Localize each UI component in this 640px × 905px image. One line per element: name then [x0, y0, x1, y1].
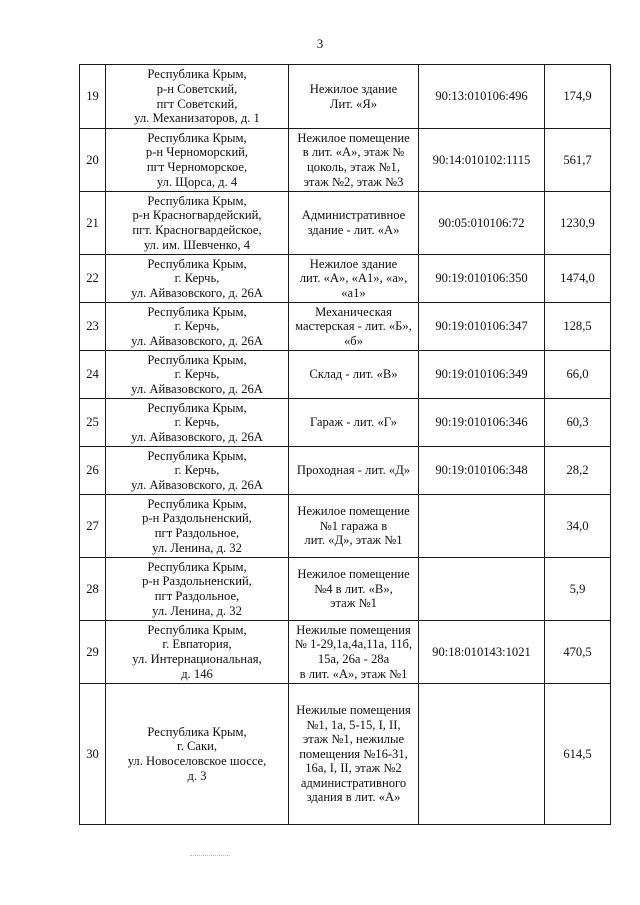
area-cell: 1474,0 — [545, 255, 611, 303]
object-description-line: №1 гаража в — [319, 518, 388, 533]
address-line: д. 3 — [187, 768, 207, 783]
page-number: 3 — [316, 36, 324, 51]
object-description-line: этаж №2, этаж №3 — [303, 174, 404, 189]
object-description-line: Гараж - лит. «Г» — [309, 415, 398, 430]
address-line: г. Евпатория, — [162, 637, 232, 652]
table-row — [80, 495, 611, 558]
object-description-line: Лит. «Я» — [329, 96, 378, 111]
cadastral-number-cell: 90:19:010106:346 — [419, 399, 545, 447]
object-description-cell — [289, 684, 419, 825]
object-description-line: лит. «А», «А1», «а», — [299, 271, 408, 286]
row-number: 28 — [80, 558, 106, 621]
object-description-line: в лит. «А», этаж №1 — [299, 666, 408, 681]
table-row — [80, 558, 611, 621]
address-cell — [106, 65, 289, 129]
area-cell: 1230,9 — [545, 192, 611, 255]
address-cell — [106, 129, 289, 192]
object-description-line: Нежилое здание — [309, 81, 398, 96]
address-line: р-н Раздольненский, — [142, 511, 252, 526]
object-description-cell — [289, 447, 419, 495]
address-line: ул. Новоселовское шоссе, — [127, 754, 267, 768]
address-line: пгт. Красногвардейское, — [132, 223, 262, 237]
address-line: Республика Крым, — [147, 256, 247, 271]
address-line: г. Керчь, — [174, 319, 220, 334]
object-description-line: «б» — [343, 333, 363, 348]
row-number: 24 — [80, 351, 106, 399]
object-description-cell — [289, 303, 419, 351]
area-cell: 66,0 — [545, 351, 611, 399]
table-row — [80, 129, 611, 192]
object-description-line: лит. «Д», этаж №1 — [304, 533, 403, 548]
object-description-line: в лит. «А», этаж № — [302, 145, 405, 160]
object-description-line: Проходная - лит. «Д» — [296, 463, 411, 478]
object-description-line: помещения №16-31, — [299, 746, 408, 761]
cadastral-number-cell — [419, 495, 545, 558]
object-description-line: №1, 1а, 5-15, I, II, — [306, 717, 401, 732]
cadastral-number-cell: 90:19:010106:347 — [419, 303, 545, 351]
object-description-line: Нежилое помещение — [297, 504, 410, 519]
address-line: Республика Крым, — [147, 622, 247, 637]
address-line: пгт Советский, — [156, 96, 238, 111]
object-description-line: Нежилое помещение — [297, 567, 410, 582]
address-line: р-н Красногвардейский, — [132, 208, 262, 223]
object-description-line: этаж №1 — [330, 596, 377, 611]
object-description-line: № 1-29,1а,4а,11а, 11б, — [294, 637, 413, 652]
address-line: р-н Черноморский, — [145, 145, 249, 160]
address-line: ул. Айвазовского, д. 26А — [131, 429, 263, 444]
address-cell — [106, 558, 289, 621]
table-row — [80, 447, 611, 495]
area-cell: 5,9 — [545, 558, 611, 621]
address-line: пгт Черноморское, — [146, 160, 248, 174]
address-line: Республика Крым, — [147, 496, 247, 511]
area-cell: 28,2 — [545, 447, 611, 495]
area-cell: 470,5 — [545, 621, 611, 684]
row-number: 27 — [80, 495, 106, 558]
address-line: ул. Ленина, д. 32 — [152, 540, 242, 555]
row-number: 21 — [80, 192, 106, 255]
object-description-line: Механическая — [315, 304, 392, 319]
object-description-line: Склад - лит. «В» — [309, 367, 398, 382]
address-line: Республика Крым, — [147, 724, 247, 739]
table-row — [80, 192, 611, 255]
table-row — [80, 621, 611, 684]
table-row — [80, 399, 611, 447]
cadastral-number-cell: 90:05:010106:72 — [419, 192, 545, 255]
address-line: Республика Крым, — [147, 193, 247, 208]
object-description-cell — [289, 192, 419, 255]
object-description-cell — [289, 351, 419, 399]
cadastral-number-cell: 90:19:010106:350 — [419, 255, 545, 303]
object-description-line: 16а, I, II, этаж №2 — [305, 761, 402, 776]
row-number: 20 — [80, 129, 106, 192]
area-cell: 34,0 — [545, 495, 611, 558]
object-description-line: Нежилые помещения — [296, 702, 411, 717]
property-table — [79, 64, 611, 825]
address-cell — [106, 684, 289, 825]
object-description-line: мастерская - лит. «Б», — [295, 319, 412, 334]
address-cell — [106, 399, 289, 447]
address-cell — [106, 192, 289, 255]
object-description-line: Нежилые помещения — [296, 622, 411, 637]
address-line: ул. Айвазовского, д. 26А — [131, 477, 263, 492]
object-description-line: «а1» — [341, 285, 366, 300]
object-description-line: административного — [300, 775, 407, 790]
area-cell: 614,5 — [545, 684, 611, 825]
object-description-cell — [289, 621, 419, 684]
address-line: р-н Раздольненский, — [142, 574, 252, 589]
address-line: д. 146 — [181, 666, 213, 681]
address-cell — [106, 447, 289, 495]
object-description-cell — [289, 255, 419, 303]
table-row — [80, 684, 611, 825]
row-number: 25 — [80, 399, 106, 447]
address-cell — [106, 255, 289, 303]
address-line: Республика Крым, — [147, 130, 247, 145]
row-number: 23 — [80, 303, 106, 351]
address-line: Республика Крым, — [147, 352, 247, 367]
object-description-cell — [289, 495, 419, 558]
object-description-line: Административное — [301, 208, 406, 223]
object-description-line: 15а, 26а - 28а — [317, 652, 390, 666]
table-row — [80, 303, 611, 351]
object-description-line: здания в лит. «А» — [306, 790, 401, 805]
address-line: Республика Крым, — [147, 559, 247, 574]
object-description-line: №4 в лит. «В», — [314, 581, 393, 596]
object-description-cell — [289, 129, 419, 192]
cadastral-number-cell: 90:19:010106:348 — [419, 447, 545, 495]
address-line: г. Керчь, — [174, 463, 220, 478]
cadastral-number-cell: 90:18:010143:1021 — [419, 621, 545, 684]
address-line: Республика Крым, — [147, 448, 247, 463]
address-cell — [106, 621, 289, 684]
address-line: пгт Раздольное, — [154, 589, 240, 603]
object-description-cell — [289, 558, 419, 621]
table-row — [80, 255, 611, 303]
cadastral-number-cell — [419, 684, 545, 825]
object-description-line: цоколь, этаж №1, — [307, 160, 400, 174]
cadastral-number-cell — [419, 558, 545, 621]
object-description-line: здание - лит. «А» — [307, 223, 400, 237]
address-line: ул. Айвазовского, д. 26А — [131, 333, 263, 348]
area-cell: 128,5 — [545, 303, 611, 351]
table-row — [80, 351, 611, 399]
address-line: ул. Айвазовского, д. 26А — [131, 381, 263, 396]
address-line: г. Керчь, — [174, 415, 220, 430]
address-line: пгт Раздольное, — [154, 526, 240, 540]
address-line: Республика Крым, — [147, 304, 247, 319]
address-line: г. Саки, — [176, 739, 218, 754]
scan-artifact — [190, 855, 230, 857]
address-line: ул. Интернациональная, — [132, 652, 262, 666]
address-line: ул. им. Шевченко, 4 — [143, 237, 251, 252]
address-line: Республика Крым, — [147, 400, 247, 415]
cadastral-number-cell: 90:14:010102:1115 — [419, 129, 545, 192]
object-description-cell — [289, 399, 419, 447]
address-cell — [106, 351, 289, 399]
address-cell — [106, 495, 289, 558]
row-number: 19 — [80, 65, 106, 129]
address-line: г. Керчь, — [174, 271, 220, 286]
address-line: ул. Механизаторов, д. 1 — [134, 111, 260, 126]
row-number: 29 — [80, 621, 106, 684]
cadastral-number-cell: 90:13:010106:496 — [419, 65, 545, 129]
row-number: 26 — [80, 447, 106, 495]
address-line: г. Керчь, — [174, 367, 220, 382]
address-line: ул. Ленина, д. 32 — [152, 603, 242, 618]
address-line: Республика Крым, — [147, 67, 247, 82]
address-line: ул. Айвазовского, д. 26А — [131, 285, 263, 300]
row-number: 22 — [80, 255, 106, 303]
cadastral-number-cell: 90:19:010106:349 — [419, 351, 545, 399]
property-table-body — [80, 65, 611, 825]
row-number: 30 — [80, 684, 106, 825]
object-description-line: Нежилое здание — [309, 256, 398, 271]
address-line: ул. Щорса, д. 4 — [156, 174, 238, 189]
address-cell — [106, 303, 289, 351]
area-cell: 561,7 — [545, 129, 611, 192]
address-line: р-н Советский, — [156, 81, 238, 96]
table-row — [80, 65, 611, 129]
object-description-line: этаж №1, нежилые — [302, 732, 405, 747]
object-description-cell — [289, 65, 419, 129]
object-description-line: Нежилое помещение — [297, 130, 410, 145]
area-cell: 60,3 — [545, 399, 611, 447]
area-cell: 174,9 — [545, 65, 611, 129]
